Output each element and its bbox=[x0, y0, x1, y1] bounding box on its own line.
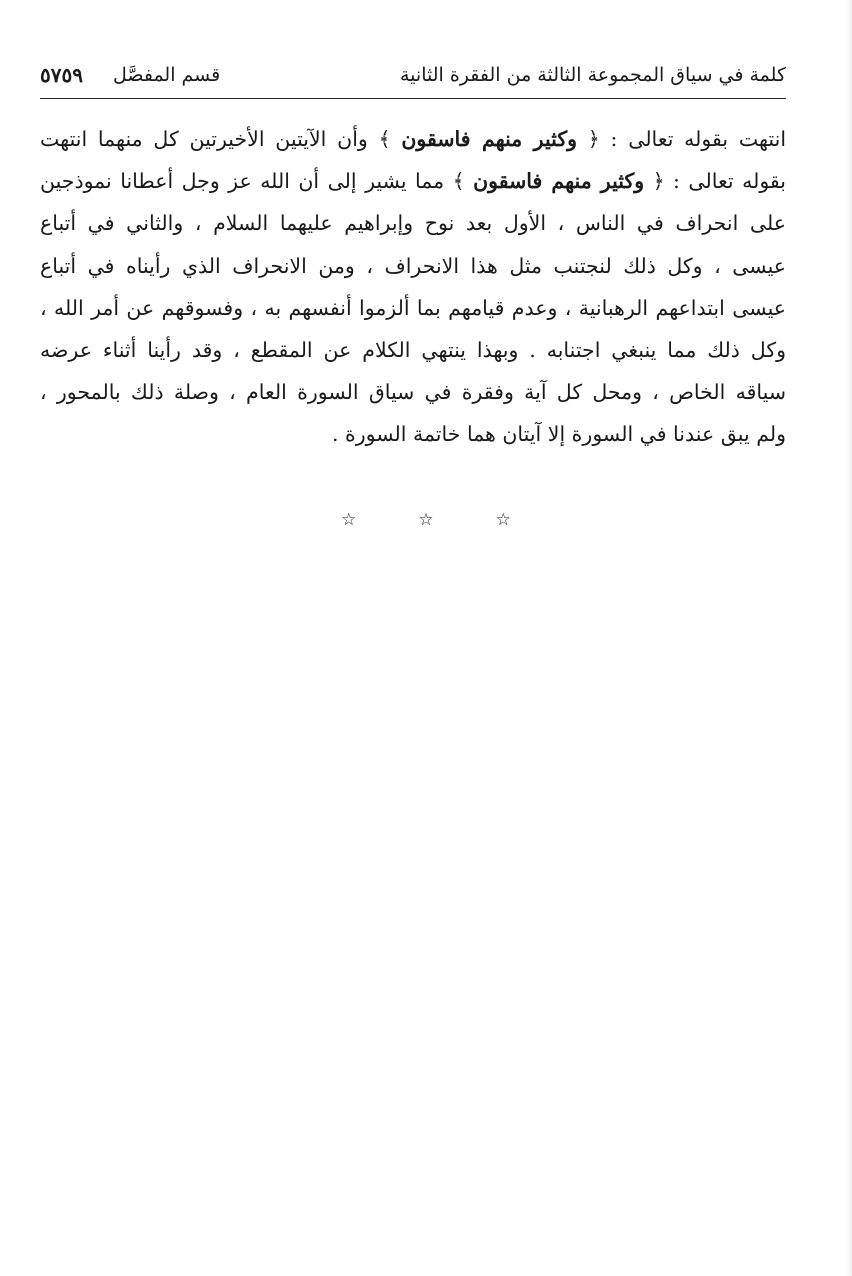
header-left-group bbox=[40, 63, 220, 87]
text-line: عيسى ، وكل ذلك لنجتنب مثل هذا الانحراف ، ومن الانحراف الذي رأيناه في أتباع bbox=[40, 253, 786, 278]
page-number: ٥٧٥٩ bbox=[40, 63, 83, 87]
running-head: كلمة في سياق المجموعة الثالثة من الفقرة الثانية bbox=[400, 64, 786, 86]
quran-close-bracket: ﴾ bbox=[378, 127, 402, 151]
text-line: وكل ذلك مما ينبغي اجتنابه . وبهذا ينتهي الكلام عن المقطع ، وقد رأينا أثناء عرضه bbox=[40, 337, 786, 362]
quran-open-bracket: ﴿ bbox=[576, 127, 600, 151]
quran-quote: وكثير منهم فاسقون bbox=[401, 127, 577, 151]
section-name: قسم المفصَّل bbox=[112, 64, 221, 86]
line-text: مما يشير إلى أن الله عز وجل أعطانا نموذجين bbox=[40, 169, 453, 194]
line-text: وأن الآيتين الأخيرتين كل منهما انتهت bbox=[40, 127, 379, 151]
body-text bbox=[40, 118, 786, 456]
page-edge-shadow bbox=[846, 0, 852, 1276]
quran-close-bracket: ﴾ bbox=[452, 169, 474, 194]
star-icon: ☆ bbox=[495, 510, 511, 530]
quran-open-bracket: ﴿ bbox=[644, 169, 665, 194]
star-icon: ☆ bbox=[418, 510, 434, 530]
header-rule bbox=[40, 98, 786, 99]
text-line: على انحراف في الناس ، الأول بعد نوح وإبراهيم عليهما السلام ، والثاني في أتباع bbox=[40, 211, 786, 236]
quran-quote: وكثير منهم فاسقون bbox=[473, 169, 645, 194]
line-text: انتهت بقوله تعالى : bbox=[599, 127, 786, 151]
star-icon: ☆ bbox=[341, 510, 357, 530]
text-line: سياقه الخاص ، ومحل كل آية وفقرة في سياق السورة العام ، وصلة ذلك بالمحور ، bbox=[40, 380, 786, 405]
line-text: بقوله تعالى : bbox=[664, 169, 786, 194]
page-header bbox=[40, 58, 786, 92]
text-line: عيسى ابتداعهم الرهبانية ، وعدم قيامهم بما ألزموا أنفسهم به ، وفسوقهم عن أمر الله ، bbox=[40, 295, 786, 320]
text-line bbox=[40, 118, 786, 160]
section-divider-stars bbox=[0, 510, 852, 530]
text-line bbox=[40, 160, 786, 202]
text-line-last: ولم يبق عندنا في السورة إلا آيتان هما خاتمة السورة . bbox=[331, 422, 786, 447]
